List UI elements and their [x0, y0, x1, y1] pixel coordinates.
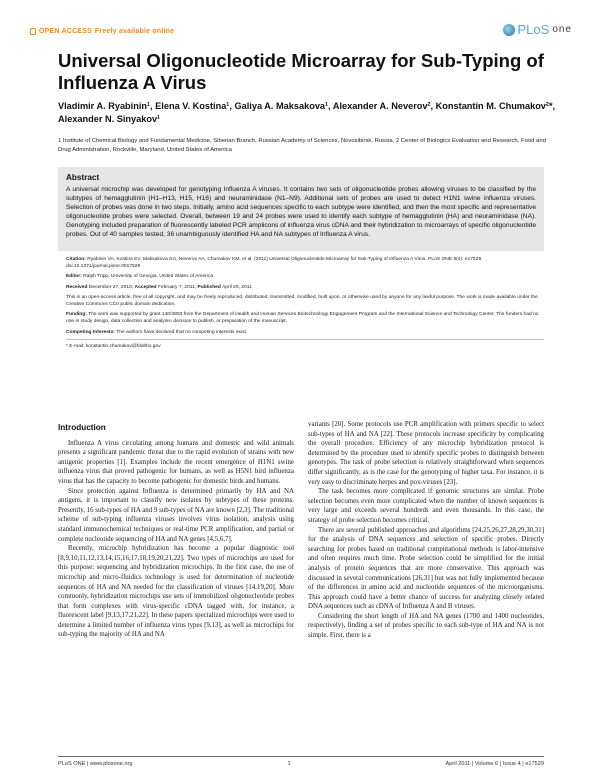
funding-block [66, 311, 544, 325]
funding-label: Funding: [66, 312, 87, 318]
footer-journal: PLoS ONE | www.plosone.org [58, 761, 133, 767]
received-date: December 27, 2010; [88, 284, 134, 290]
author-list: Vladimir A. Ryabinin¹, Elena V. Kostina¹, Galiya A. Maksakova¹, Alexander A. Neverov², Konstantin M. Chumakov²*, Alexander N. Sinyakov¹ [58, 101, 556, 124]
competing-text: The authors have declared that no competing interests exist. [116, 329, 248, 335]
plos-logo-icon [503, 24, 515, 36]
abstract-heading: Abstract [66, 173, 100, 182]
citation-label: Citation: [66, 257, 86, 262]
received-label: Received [66, 284, 88, 290]
freely-available-label: Freely available online [94, 28, 175, 35]
paragraph: Recently, microchip hybridization has become a popular diagnostic tool [8,9,10,11,12,13,14,15,16,17,18,19,20,21,22]. Two types of microchips are used for this purpose: sequencing and hybridization microchips. In the first case, the use of microchip and micro-fluidics technology is used for determination of nucleotide sequences of HA and NA needed for the classification of viruses [14,19,20]. More commonly, hybridization microchips use sets of immobilized oligonucleotide probes that form complexes with virus-specific cDNA tagged with, for instance, a fluorescent label [9,13,17,21,22]. In these papers specialized microchips were used to determine a limited number of influenza virus types [9,13], as well as microchips for sub-typing the majority of HA and NA [58, 545, 294, 639]
page-number: 1 [287, 761, 291, 767]
editor-text: Ralph Tripp, University of Georgia, United States of America [83, 274, 214, 280]
body-column-right [308, 420, 544, 641]
citation-text: Ryabinin VA, Kostina EV, Maksakova GA, Neverov AA, Chumakov KM, et al. (2011) Universal Oligonucleotide Microarray for Sub-Typing of Influenza A Virus. PLoS ONE 6(4): e17529. doi:10.1371/journal.pone.0017529 [66, 257, 483, 270]
editor-label: Editor: [66, 274, 82, 280]
affiliations: 1 Institute of Chemical Biology and Fundamental Medicine, Siberian Branch, Russian Academy of Sciences, Novosibirsk, Russia, 2 Center of Biologics Evaluation and Research, Food and Drug Administration, Rockville, Maryland, United States of America [58, 138, 546, 153]
paper-title: Universal Oligonucleotide Microarray for Sub-Typing of Influenza A Virus [58, 50, 544, 93]
license-block: This is an open-access article, free of all copyright, and may be freely reproduced, distributed, transmitted, modified, built upon, or otherwise used by anyone for any lawful purpose. The work is made available under the Creative Commons CC0 public domain dedication. [66, 294, 538, 308]
footer-issue: April 2011 | Volume 6 | Issue 4 | e17529 [445, 761, 544, 767]
email-block[interactable]: * E-mail: konstantin.chumakov@fdahhs.gov [66, 343, 161, 349]
page-footer [58, 756, 544, 767]
paragraph: Influenza A virus circulating among humans and domestic and wild animals presents a significant pandemic threat due to the rapid evolution of strains with new antigenic properties [1]. Examples include the recent emergence of H1N1 swine influenza virus that proved pathogenic for humans, as well as H5N1 bird influenza virus that has the capacity to become pathogenic for domestic birds and humans. [58, 439, 294, 485]
open-access-banner [30, 28, 174, 35]
accepted-label: Accepted [134, 284, 157, 290]
logo-text: PLoS [517, 22, 550, 37]
funding-text: The work was supported by grant 140/3803 from the Department of Health and Human Services Biotechnology Engagement Program and the International Science and Technology Center. The funders had no role in study design, data collection and analysis, decision to publish, or preparation of the manuscript. [66, 312, 539, 325]
divider [66, 339, 544, 340]
article-metadata [66, 256, 544, 353]
abstract-text: A universal microchip was developed for genotyping Influenza A viruses. It contains two sets of oligonucleotide probes allowing viruses to be classified by the subtypes of hemagglutinin (H1–H13, H15, H16) and neuraminidase (N1–N9). Additional sets of probes are used to detect H1N1 swine influenza viruses. Selection of probes was done in two steps. Initially, amino acid sequences specific to each subtype were identified, and then the most specific and representative oligonucleotide probes were selected. Overall, between 19 and 24 probes were used to identify each subtype of hemagglutinin (HA) and neuraminidase (NA). Genotyping included preparation of fluorescently labeled PCR amplicons of influenza virus cDNA and their hybridization to microarrays of specific oligonucleotide probes. Out of 40 samples tested, 36 unambiguously identified HA and NA subtypes of Influenza A virus. [66, 186, 536, 239]
introduction-heading: Introduction [58, 423, 106, 432]
paragraph: Since protection against Influenza is determined primarily by HA and NA antigens, it is important to classify new isolates by subtypes of these proteins. Presently, 16 sub-types of HA and 9 sub-types of NA are known [2,3]. The traditional scheme of sub-typing influenza viruses involves virus isolation, analysis using standard immunochemical techniques or real-time PCR amplification, and partial or complete nucleotide sequencing of HA and NA genes [4,5,6,7]. [58, 487, 294, 543]
citation-block [66, 256, 544, 270]
dates-block [66, 284, 544, 291]
body-column-left [58, 423, 294, 640]
lock-icon [30, 28, 36, 35]
paragraph: variants [20]. Some protocols use PCR amplification with primers specific to select sub-types of HA and NA [22]. These protocols increase specificity by complicating the overall procedure. Efficiency of any microchip hybridization protocol is determined by the procedure used to identify specific probes to distinguish between genotypes. The task of probe selection is relatively straightforward when sequences differ significantly, as is the case for the genotyping of higher taxa. For instance, it is very easy to discriminate herpes and pox-viruses [23]. [308, 421, 544, 486]
abstract-box [58, 167, 544, 251]
logo-suffix: one [552, 24, 572, 35]
paragraph: There are several published approaches and algorithms [24,25,26,27,28,29,30,31] for the analysis of DNA sequences and selection of specific probes. Directly searching for probes based on traditional computational methods is labor-intensive and often requires much time. Probe selection could be simplified for the initial analysis of protein sequences that are more conservative. This approach was discussed in several communications [26,31] but was not fully implemented because of the differences in amino acid and nucleotide sequences of the microorganisms. This approach could have a better chance of success for analyzing closely related DNA sequences such as cDNA of Influenza A and B viruses. [308, 526, 544, 611]
published-label: Published [197, 284, 221, 290]
open-access-label: OPEN ACCESS [39, 28, 92, 35]
journal-logo [503, 22, 573, 37]
paragraph: Considering the short length of HA and NA genes (1700 and 1400 nucleotides, respectively), finding a set of probes specific to each sub-type of HA and NA is not simple. First, there is a [308, 612, 544, 640]
competing-label: Competing Interests: [66, 329, 115, 335]
paragraph: The task becomes more complicated if genomic structures are similar. Probe selection becomes even more complicated when the number of known sequences is very large and exceeds several hundreds and even thousands. In this case, the strategy of probe selection becomes critical. [308, 488, 544, 524]
competing-block [66, 329, 544, 336]
accepted-date: February 7, 2011; [157, 284, 197, 290]
editor-block [66, 273, 544, 280]
published-date: April 29, 2011 [221, 284, 252, 290]
